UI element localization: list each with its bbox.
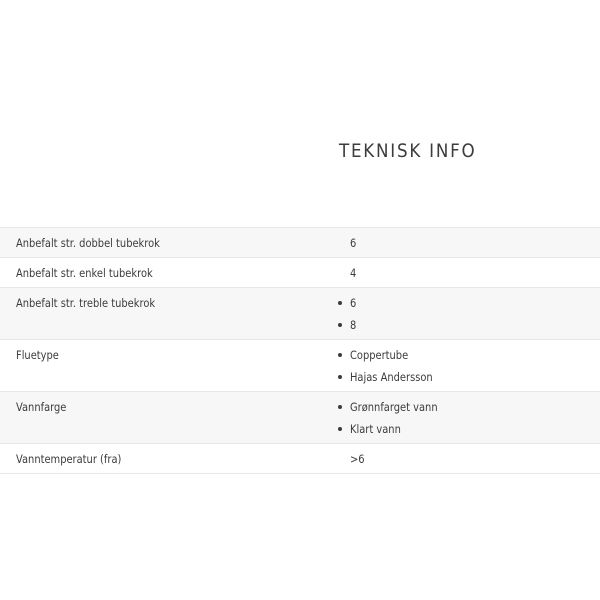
row-value: >6 (350, 452, 365, 466)
table-row (0, 444, 600, 474)
table-row (0, 258, 600, 288)
list-item: 6 (350, 296, 600, 310)
row-value (334, 392, 600, 444)
bullet-icon (338, 323, 342, 327)
value-list (350, 348, 600, 384)
table-row (0, 228, 600, 258)
row-label: Vanntemperatur (fra) (16, 452, 122, 466)
list-item: 8 (350, 318, 600, 332)
bullet-icon (338, 353, 342, 357)
row-label: Anbefalt str. enkel tubekrok (16, 266, 153, 280)
row-value (334, 340, 600, 392)
row-value (334, 288, 600, 340)
list-item: Klart vann (350, 422, 600, 436)
row-label: Anbefalt str. treble tubekrok (16, 296, 156, 310)
table-row (0, 392, 600, 444)
bullet-icon (338, 427, 342, 431)
value-list (350, 400, 600, 436)
value-list (350, 296, 600, 332)
list-item: Hajas Andersson (350, 370, 600, 384)
table-row (0, 288, 600, 340)
bullet-icon (338, 301, 342, 305)
table-row (0, 340, 600, 392)
row-value: 6 (350, 236, 357, 250)
page-title: TEKNISK INFO (339, 140, 477, 162)
bullet-icon (338, 405, 342, 409)
row-label: Vannfarge (16, 400, 67, 414)
list-item: Grønnfarget vann (350, 400, 600, 414)
row-value: 4 (350, 266, 357, 280)
list-item: Coppertube (350, 348, 600, 362)
row-label: Fluetype (16, 348, 59, 362)
tech-info-table (0, 227, 600, 474)
row-label: Anbefalt str. dobbel tubekrok (16, 236, 160, 250)
bullet-icon (338, 375, 342, 379)
